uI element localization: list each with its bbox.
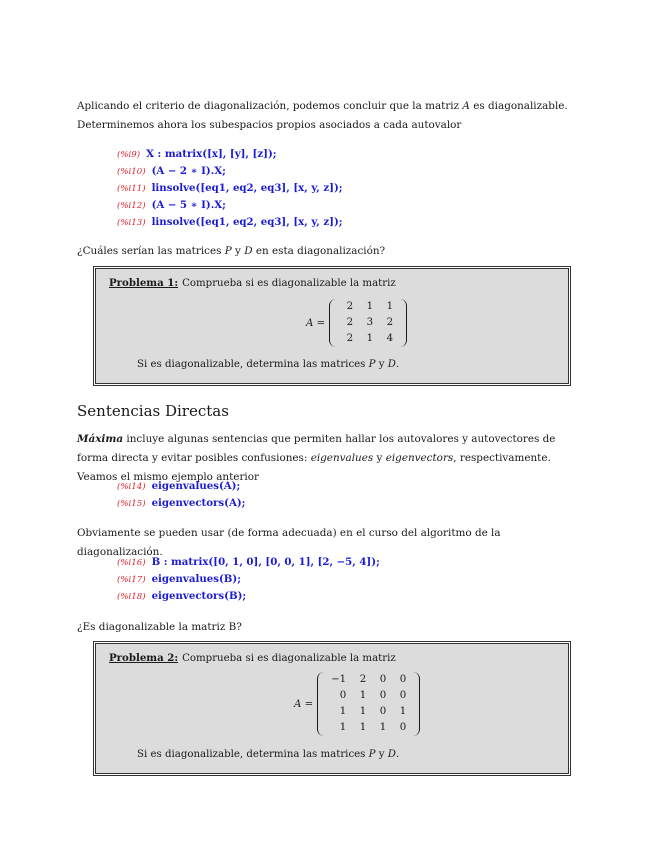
problem-2-footer-text: .	[395, 749, 400, 760]
input-label: (%i15)	[117, 499, 146, 509]
paragraph-2-text: incluye algunas sentencias que permiten hallar los autovalores y autovectores de forma directa y evitar posibles confusiones:	[77, 433, 556, 464]
matrix-cell: 1	[339, 722, 347, 733]
matrix-row	[326, 672, 411, 688]
matrix-cell: 1	[386, 301, 394, 312]
code-line	[117, 197, 343, 214]
maxima-command: eigenvalues(B);	[151, 573, 241, 585]
matrix-cell: 1	[366, 301, 374, 312]
matrix-cell: 1	[379, 722, 387, 733]
maxima-command: linsolve([eq1, eq2, eq3], [x, y, z]);	[151, 216, 343, 228]
paragraph-2-text: y	[373, 452, 386, 464]
maxima-command: X : matrix([x], [y], [z]);	[146, 148, 277, 160]
matrix-cell: 0	[379, 690, 387, 701]
eigenvalues-term: eigenvalues	[310, 452, 374, 464]
maxima-command: linsolve([eq1, eq2, eq3], [x, y, z]);	[151, 182, 343, 194]
matrix-cell: 1	[399, 706, 407, 717]
matrix-symbol-P: P	[224, 245, 232, 257]
maxima-code-block-2	[117, 478, 245, 512]
code-line	[117, 478, 245, 495]
matrix-cell: 2	[346, 301, 354, 312]
question-1-text: en esta diagonalización?	[252, 245, 386, 257]
matrix-brackets	[329, 299, 407, 347]
maxima-command: B : matrix([0, 1, 0], [0, 0, 1], [2, −5, 4]);	[151, 556, 380, 568]
problem-2-header	[109, 652, 396, 664]
matrix-cell: 2	[346, 333, 354, 344]
matrix-symbol-P: P	[368, 749, 376, 760]
matrix-cell: 0	[399, 674, 407, 685]
matrix-table	[326, 672, 411, 736]
problem-1-header	[109, 277, 396, 289]
matrix-row	[326, 688, 411, 704]
code-line	[117, 588, 380, 605]
maxima-name: Máxima	[77, 433, 124, 445]
problem-2-title: Problema 2:	[109, 652, 179, 664]
input-label: (%i18)	[117, 592, 146, 602]
problem-1-statement: Comprueba si es diagonalizable la matriz	[182, 278, 396, 289]
matrix-cell: 0	[379, 674, 387, 685]
question-1-text: y	[231, 245, 245, 257]
matrix-cell: 1	[359, 722, 367, 733]
input-label: (%i11)	[117, 184, 146, 194]
matrix-cell: −1	[331, 674, 347, 685]
matrix-symbol-D: D	[387, 359, 396, 370]
problem-1-footer-text: .	[395, 359, 400, 370]
intro-text-2: es diagonalizable. Determinemos ahora los subespacios propios asociados a cada autovalor	[77, 100, 568, 131]
question-1-text: ¿Cuáles serían las matrices	[77, 245, 225, 257]
input-label: (%i13)	[117, 218, 146, 228]
matrix-cell: 2	[359, 674, 367, 685]
matrix-row	[338, 315, 398, 331]
matrix-brackets	[317, 672, 420, 736]
matrix-cell: 1	[359, 706, 367, 717]
matrix-symbol-A: A	[462, 100, 470, 112]
paragraph-2-text: , respectivamente. Veamos el mismo ejemplo anterior	[77, 452, 551, 483]
question-2: ¿Es diagonalizable la matriz B?	[77, 621, 242, 633]
maxima-command: (A − 5 ∗ I).X;	[151, 199, 226, 211]
code-line	[117, 163, 343, 180]
problem-1-footer-text: Si es diagonalizable, determina las matrices	[137, 359, 369, 370]
paragraph-3: Obviamente se pueden usar (de forma adecuada) en el curso del algoritmo de la diagonalización.	[77, 527, 501, 558]
question-1	[77, 242, 587, 261]
matrix-name: A =	[294, 698, 314, 710]
problem-2-footer-text: Si es diagonalizable, determina las matrices	[137, 749, 369, 760]
matrix-table	[338, 299, 398, 347]
problem-2-box	[95, 643, 569, 774]
eigenvectors-term: eigenvectors	[385, 452, 454, 464]
input-label: (%i17)	[117, 575, 146, 585]
problem-2-statement: Comprueba si es diagonalizable la matriz	[182, 653, 396, 664]
matrix-symbol-D: D	[244, 245, 253, 257]
matrix-row	[338, 299, 398, 315]
code-line	[117, 180, 343, 197]
matrix-symbol-D: D	[387, 749, 396, 760]
problem-1-box	[95, 268, 569, 384]
maxima-code-block-1	[117, 146, 343, 231]
maxima-command: eigenvalues(A);	[151, 480, 241, 492]
code-line	[117, 214, 343, 231]
code-line	[117, 571, 380, 588]
matrix-cell: 0	[379, 706, 387, 717]
matrix-cell: 0	[399, 722, 407, 733]
input-label: (%i12)	[117, 201, 146, 211]
matrix-cell: 4	[386, 333, 394, 344]
problem-2-matrix	[294, 672, 420, 736]
maxima-command: eigenvectors(B);	[151, 590, 247, 602]
code-line	[117, 554, 380, 571]
intro-text-1: Aplicando el criterio de diagonalización, podemos concluir que la matriz	[77, 100, 463, 112]
matrix-cell: 1	[339, 706, 347, 717]
code-line	[117, 495, 245, 512]
problem-2-footer	[137, 749, 399, 760]
input-label: (%i14)	[117, 482, 146, 492]
matrix-cell: 1	[359, 690, 367, 701]
matrix-cell: 3	[366, 317, 374, 328]
matrix-row	[326, 720, 411, 736]
section-title: Sentencias Directas	[77, 402, 229, 420]
problem-1-footer	[137, 359, 399, 370]
matrix-row	[326, 704, 411, 720]
maxima-command: (A − 2 ∗ I).X;	[151, 165, 226, 177]
input-label: (%i10)	[117, 167, 146, 177]
matrix-cell: 2	[386, 317, 394, 328]
input-label: (%i9)	[117, 150, 141, 160]
maxima-command: eigenvectors(A);	[151, 497, 246, 509]
matrix-cell: 0	[399, 690, 407, 701]
input-label: (%i16)	[117, 558, 146, 568]
matrix-symbol-P: P	[368, 359, 376, 370]
matrix-name: A =	[306, 317, 326, 329]
matrix-row	[338, 331, 398, 347]
matrix-cell: 2	[346, 317, 354, 328]
problem-1-footer-text: y	[375, 359, 388, 370]
intro-paragraph	[77, 97, 587, 135]
problem-2-footer-text: y	[375, 749, 388, 760]
problem-1-matrix	[306, 299, 407, 347]
maxima-code-block-3	[117, 554, 380, 605]
matrix-cell: 1	[366, 333, 374, 344]
code-line	[117, 146, 343, 163]
matrix-cell: 0	[339, 690, 347, 701]
problem-1-title: Problema 1:	[109, 277, 179, 289]
